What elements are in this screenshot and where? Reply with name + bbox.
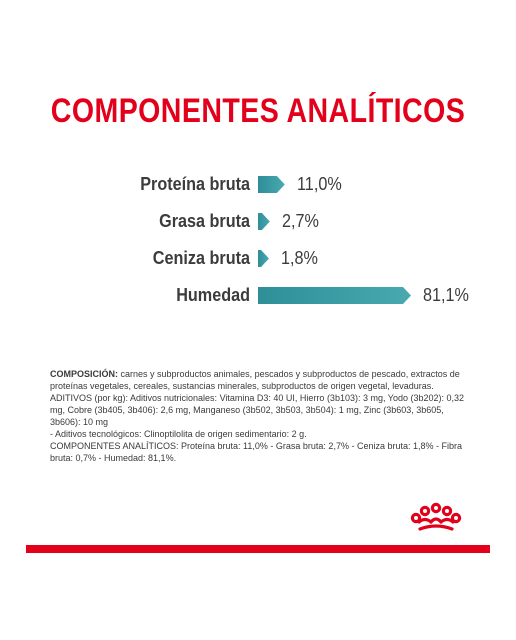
chart-row bbox=[0, 279, 516, 313]
value-label: 1,8% bbox=[281, 248, 318, 268]
bar bbox=[258, 250, 269, 267]
bar-chart bbox=[0, 168, 516, 318]
bar bbox=[258, 176, 285, 193]
composition-analytics: COMPONENTES ANALÍTICOS: Proteína bruta: 11,0% - Grasa bruta: 2,7% - Ceniza bruta: 1,8% - Fibra bruta: 0,7% - Humedad: 81,1%. bbox=[50, 441, 462, 463]
value-label: 81,1% bbox=[422, 285, 469, 305]
composition-additives: ADITIVOS (por kg): Aditivos nutricionales: Vitamina D3: 40 UI, Hierro (3b103): 3 mg, Yodo (3b202): 0,32 mg, Cobre (3b405, 3b406): 2,6 mg, Manganeso (3b502, 3b503, 3b504): 1 mg, Zinc (3b603, 3b605, 3b606): 10 mg bbox=[50, 393, 465, 427]
composition-paragraph-1 bbox=[50, 368, 470, 392]
category-label: Proteína bruta bbox=[140, 174, 250, 194]
composition-text bbox=[50, 368, 470, 464]
composition-ingredients: carnes y subproductos animales, pescados y subproductos de pescado, extractos de proteínas vegetales, cereales, sustancias minerales, subproductos de origen vegetal, levaduras. bbox=[50, 369, 460, 391]
value-label: 11,0% bbox=[296, 174, 342, 194]
brand-red-line bbox=[26, 545, 490, 553]
royal-canin-crown-logo-icon bbox=[410, 498, 462, 538]
composition-heading: COMPOSICIÓN: bbox=[50, 369, 119, 379]
chart-row bbox=[0, 168, 516, 202]
chart-row bbox=[0, 242, 516, 276]
category-label: Humedad bbox=[176, 285, 250, 305]
bar bbox=[258, 213, 270, 230]
bar bbox=[258, 287, 411, 304]
chart-title: COMPONENTES ANALÍTICOS bbox=[50, 92, 466, 130]
category-label: Grasa bruta bbox=[159, 211, 250, 231]
category-label: Ceniza bruta bbox=[152, 248, 250, 268]
chart-row bbox=[0, 205, 516, 239]
value-label: 2,7% bbox=[281, 211, 319, 231]
composition-tech-additives: - Aditivos tecnológicos: Clinoptilolita de origen sedimentario: 2 g. bbox=[50, 429, 307, 439]
